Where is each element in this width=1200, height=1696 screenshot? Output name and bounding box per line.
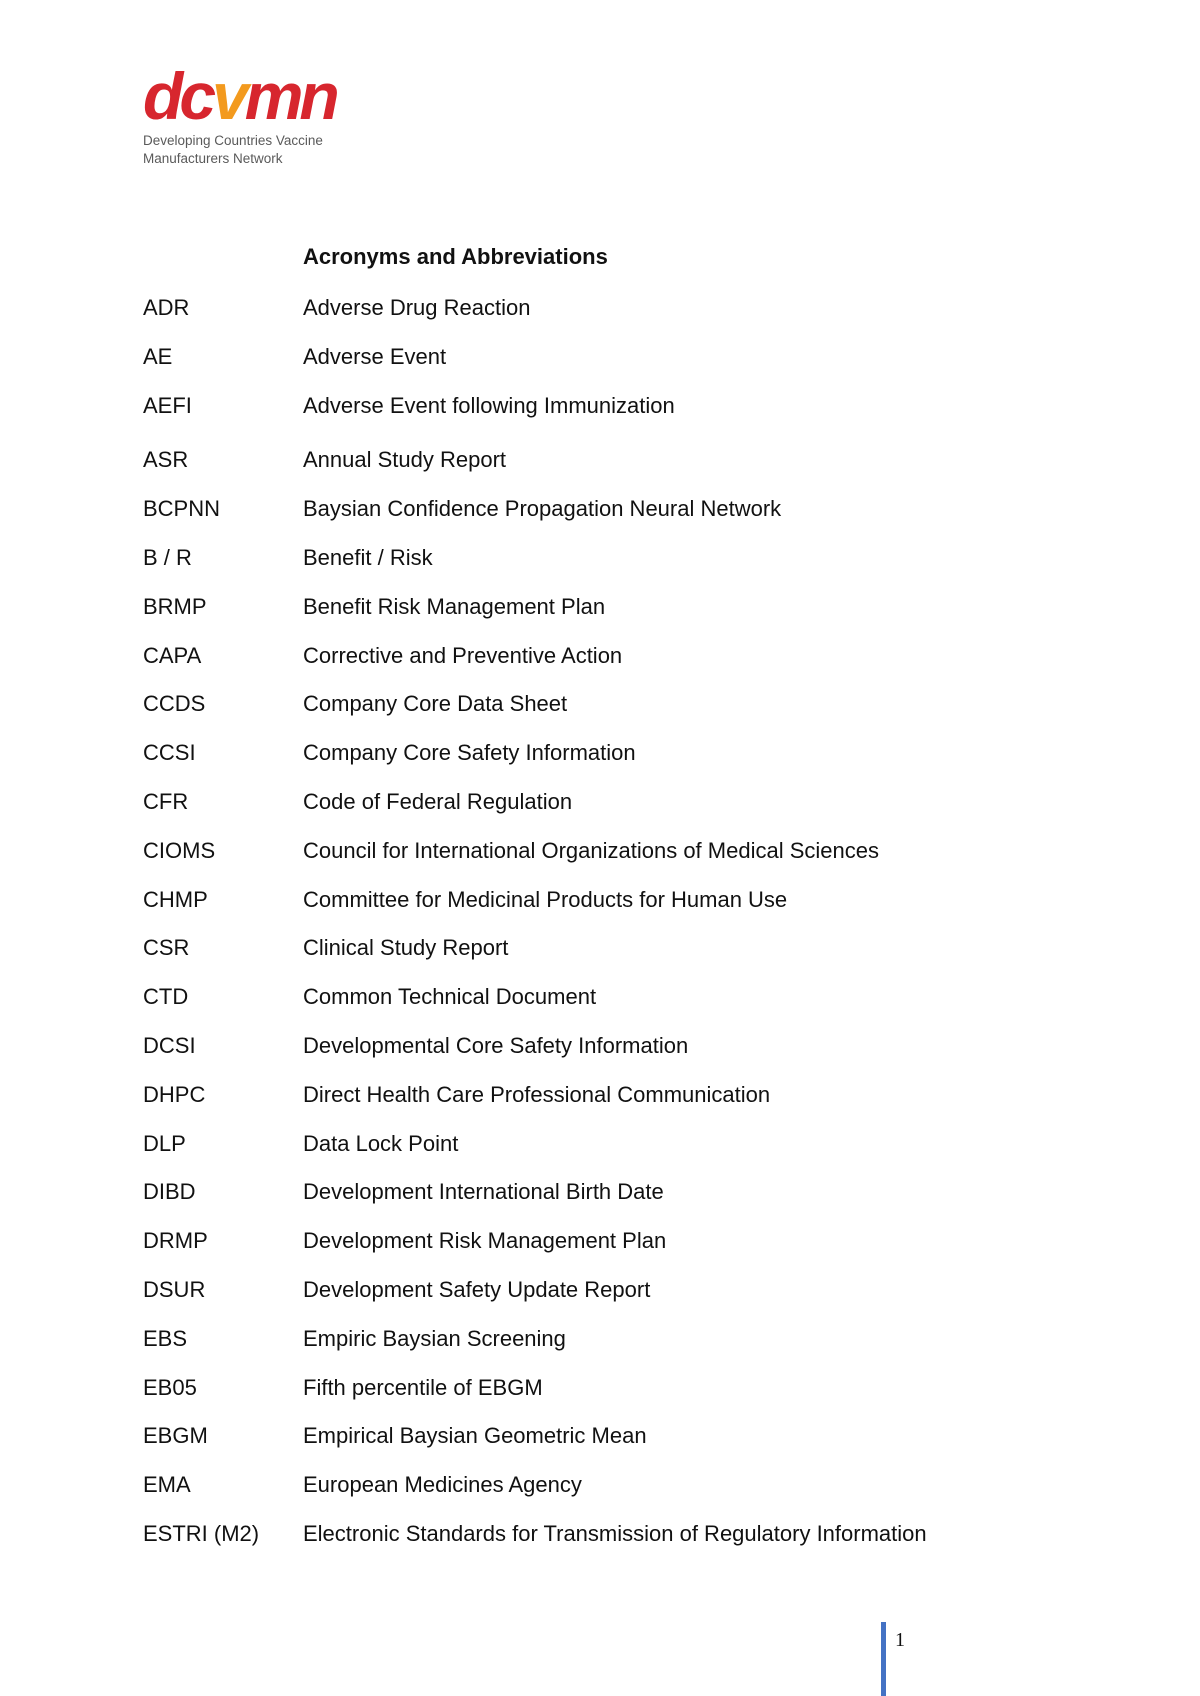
logo-tagline-line1: Developing Countries Vaccine <box>143 133 323 148</box>
acronym-row <box>143 1178 1143 1227</box>
acronym-row <box>143 739 1143 788</box>
acronym-row <box>143 544 1143 593</box>
logo-tagline-line2: Manufacturers Network <box>143 151 283 166</box>
acronym-row <box>143 392 1143 441</box>
acronym-abbreviation: EB05 <box>143 1374 197 1400</box>
acronym-abbreviation: AEFI <box>143 392 192 418</box>
acronym-row <box>143 934 1143 983</box>
acronym-abbreviation: BRMP <box>143 593 207 619</box>
acronym-definition: Development Risk Management Plan <box>303 1228 667 1254</box>
acronym-definition: Development Safety Update Report <box>303 1276 651 1302</box>
acronym-definition: Adverse Event following Immunization <box>303 392 675 418</box>
acronym-abbreviation: ASR <box>143 447 189 473</box>
acronym-definition: Empiric Baysian Screening <box>303 1325 566 1351</box>
acronym-abbreviation: B / R <box>143 544 192 570</box>
acronym-definition: Company Core Safety Information <box>303 740 636 766</box>
acronym-abbreviation: AE <box>143 343 173 369</box>
acronym-row <box>143 1032 1143 1081</box>
acronym-definition: Clinical Study Report <box>303 935 509 961</box>
acronym-abbreviation: ESTRI (M2) <box>143 1520 260 1546</box>
acronym-definition: Adverse Event <box>303 343 447 369</box>
acronym-row <box>143 983 1143 1032</box>
acronym-abbreviation: CTD <box>143 984 189 1010</box>
acronym-row <box>143 1130 1143 1179</box>
acronym-definition: Electronic Standards for Transmission of Regulatory Information <box>303 1520 927 1546</box>
acronym-row <box>143 1374 1143 1423</box>
acronym-definition: Code of Federal Regulation <box>303 788 573 814</box>
acronym-definition: Adverse Drug Reaction <box>303 295 531 320</box>
acronym-row <box>143 1520 1143 1569</box>
acronym-abbreviation: CCDS <box>143 691 206 717</box>
logo-wordmark-mn: mn <box>244 59 336 133</box>
acronym-definition: Empirical Baysian Geometric Mean <box>303 1423 647 1449</box>
acronym-abbreviation: CAPA <box>143 642 202 668</box>
acronym-abbreviation: DSUR <box>143 1276 206 1302</box>
acronym-row <box>143 1227 1143 1276</box>
page-number-rule <box>881 1622 886 1696</box>
acronym-abbreviation: EBS <box>143 1325 188 1351</box>
acronym-definition: Common Technical Document <box>303 984 597 1010</box>
acronym-definition: Fifth percentile of EBGM <box>303 1374 543 1400</box>
page-title: Acronyms and Abbreviations <box>303 244 608 269</box>
acronym-abbreviation: CCSI <box>143 740 196 766</box>
acronym-definition: Direct Health Care Professional Communication <box>303 1081 771 1107</box>
dcvmn-logo <box>143 59 403 168</box>
logo-tagline <box>143 132 403 168</box>
acronym-definition: Benefit Risk Management Plan <box>303 593 606 619</box>
acronym-abbreviation: DCSI <box>143 1032 196 1058</box>
acronym-row <box>143 446 1143 495</box>
acronym-abbreviation: EBGM <box>143 1423 208 1449</box>
logo-wordmark-v: v <box>212 59 245 133</box>
acronym-row <box>143 1081 1143 1130</box>
acronym-row <box>143 690 1143 739</box>
acronym-abbreviation: ADR <box>143 295 190 320</box>
acronym-row <box>143 593 1143 642</box>
acronym-abbreviation: CFR <box>143 788 189 814</box>
acronym-definition: European Medicines Agency <box>303 1472 582 1498</box>
acronym-row <box>143 1422 1143 1471</box>
acronym-row <box>143 1325 1143 1374</box>
acronym-definition: Development International Birth Date <box>303 1179 664 1205</box>
acronym-abbreviation: DRMP <box>143 1228 208 1254</box>
acronym-row <box>143 1471 1143 1520</box>
acronym-definition: Benefit / Risk <box>303 544 433 570</box>
acronym-row <box>143 294 1143 343</box>
acronym-abbreviation: CIOMS <box>143 837 216 863</box>
acronym-definition: Data Lock Point <box>303 1130 459 1156</box>
acronym-row <box>143 886 1143 935</box>
acronym-row <box>143 1276 1143 1325</box>
acronym-abbreviation: EMA <box>143 1472 191 1498</box>
acronym-definition: Developmental Core Safety Information <box>303 1032 689 1058</box>
acronym-abbreviation: DLP <box>143 1130 186 1156</box>
acronym-definition: Baysian Confidence Propagation Neural Network <box>303 496 782 522</box>
acronym-definition: Company Core Data Sheet <box>303 691 568 717</box>
acronym-list <box>143 294 1143 1569</box>
acronym-definition: Committee for Medicinal Products for Human Use <box>303 886 788 912</box>
acronym-abbreviation: DHPC <box>143 1081 206 1107</box>
acronym-abbreviation: CSR <box>143 935 190 961</box>
acronym-row <box>143 788 1143 837</box>
acronym-row <box>143 495 1143 544</box>
acronym-row <box>143 837 1143 886</box>
acronym-abbreviation: CHMP <box>143 886 208 912</box>
acronym-abbreviation: DIBD <box>143 1179 196 1205</box>
acronym-definition: Council for International Organizations of Medical Sciences <box>303 837 879 863</box>
logo-wordmark <box>143 59 403 133</box>
acronym-row <box>143 642 1143 691</box>
acronym-definition: Annual Study Report <box>303 447 507 473</box>
acronym-abbreviation: BCPNN <box>143 496 221 522</box>
acronym-definition: Corrective and Preventive Action <box>303 642 623 668</box>
page-number: 1 <box>895 1629 905 1651</box>
logo-wordmark-dc: dc <box>143 59 213 133</box>
acronym-row <box>143 343 1143 392</box>
